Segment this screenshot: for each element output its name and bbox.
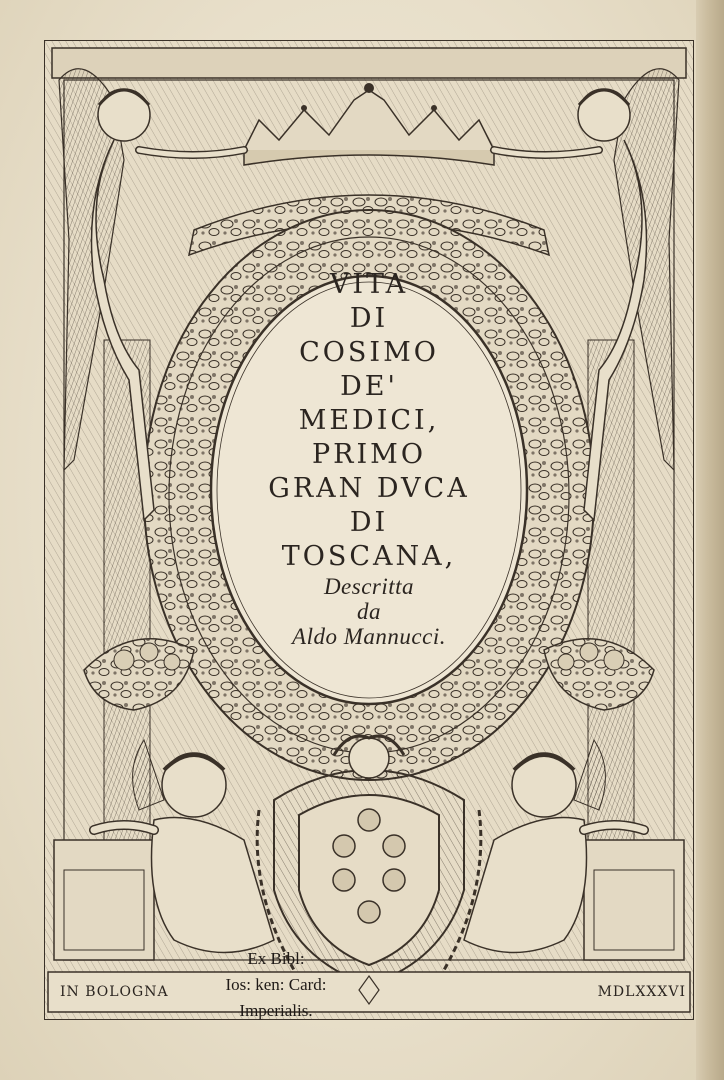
byline-line: da [357,599,381,624]
title-cartouche [44,268,694,649]
imprint-place: IN BOLOGNA [60,984,169,1000]
stamp-line: Ex Bibl: [247,949,305,968]
provenance-stamp [196,946,356,1024]
imprint-year: MDLXXXVI [597,984,686,1000]
byline-line: Descritta [323,574,415,599]
title-line: GRAN DVCA [268,473,470,504]
title-line: DE' [340,371,398,402]
engraved-frontispiece [44,40,694,1020]
byline-line: Aldo Mannucci. [292,624,446,649]
title-line: PRIMO [312,439,426,470]
title-line: DI [349,303,389,334]
book-gutter [696,0,724,1080]
title-line: TOSCANA, [281,541,457,572]
title-line: MEDICI, [298,405,440,436]
title-line: DI [349,507,389,538]
title-line: COSIMO [299,337,439,368]
title-line: VITA [329,269,409,300]
stamp-line: Ios: ken: Card: [225,975,327,994]
stamp-line: Imperialis. [239,1001,313,1020]
